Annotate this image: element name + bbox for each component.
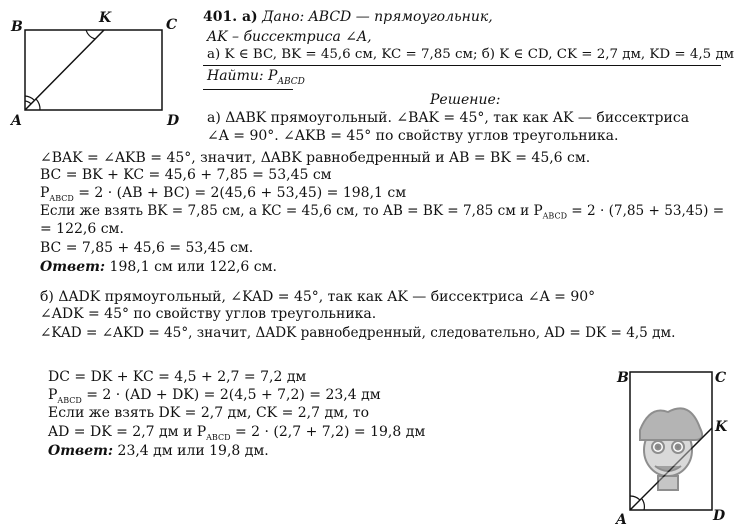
part-a-line-8: BC = 7,85 + 45,6 = 53,45 см.: [40, 240, 254, 256]
perimeter-sub: ABCD: [49, 193, 74, 203]
divider-top: [203, 65, 721, 66]
problem-number: 401. а): [203, 9, 258, 25]
fig1-label-c: C: [166, 17, 178, 33]
given-line-3: а) K ∈ BC, BK = 45,6 см, KC = 7,85 см; б) K ∈ CD, CK = 2,7 дм, KD = 4,5 дм: [207, 47, 735, 62]
answer-label-b: Ответ:: [48, 443, 114, 459]
answer-text-b: 23,4 дм или 19,8 дм.: [113, 443, 269, 459]
fig2-label-c: C: [715, 370, 727, 386]
part-b-line-1: б) ΔADK прямоугольный, ∠KAD = 45°, так как AK — биссектриса ∠A = 90°: [40, 289, 596, 305]
part-b-line-2: ∠ADK = 45° по свойству углов треугольника.: [40, 306, 377, 322]
mascot-stamp-icon: [640, 408, 702, 490]
perimeter-sub-b: ABCD: [57, 395, 82, 405]
answer-label-a: Ответ:: [40, 259, 106, 275]
fig1-label-a: A: [11, 113, 22, 129]
fig2-label-a: A: [616, 512, 627, 528]
fig2-label-d: D: [713, 508, 726, 524]
fig2-label-b: B: [617, 370, 629, 386]
fig1-label-b: B: [11, 19, 23, 35]
problem-header: [203, 9, 493, 26]
alt-case-sub: ABCD: [542, 211, 567, 221]
find-text: Найти: P: [207, 68, 278, 84]
perimeter-expr-b: = 2 · (AD + DK) = 2(4,5 + 7,2) = 23,4 дм: [81, 387, 381, 403]
part-a-line-7: = 122,6 см.: [40, 221, 124, 237]
part-a-line-1: а) ΔABK прямоугольный. ∠BAK = 45°, так как AK — биссектриса: [207, 110, 690, 126]
part-b-line-4: DC = DK + KC = 4,5 + 2,7 = 7,2 дм: [48, 369, 307, 385]
fig1-label-d: D: [167, 113, 180, 129]
perimeter-symbol: P: [40, 185, 50, 201]
fig1-label-k: K: [99, 10, 112, 26]
fig2-label-k: K: [715, 419, 728, 435]
alt-case-expr-b: = 2 · (2,7 + 7,2) = 19,8 дм: [230, 424, 426, 440]
part-b-answer: [48, 443, 269, 460]
part-a-answer: [40, 259, 277, 276]
part-a-line-4: BC = BK + KC = 45,6 + 7,85 = 53,45 см: [40, 167, 332, 183]
given-text: Дано: ABCD — прямоугольник,: [262, 9, 493, 25]
answer-text-a: 198,1 см или 122,6 см.: [105, 259, 277, 275]
alt-case-text-b: AD = DK = 2,7 дм и P: [48, 424, 207, 440]
given-line-2: AK – биссектриса ∠A,: [207, 29, 372, 45]
part-a-line-6: [40, 203, 724, 225]
part-a-line-2: ∠A = 90°. ∠AKB = 45° по свойству углов треугольника.: [207, 128, 619, 144]
alt-case-expr: = 2 · (7,85 + 53,45) =: [566, 203, 725, 219]
find-line: [207, 68, 305, 91]
part-a-line-3: ∠BAK = ∠AKB = 45°, значит, ΔABK равнобедренный и AB = BK = 45,6 см.: [40, 150, 591, 166]
part-b-line-3: ∠KAD = ∠AKD = 45°, значит, ΔADK равнобедренный, следовательно, AD = DK = 4,5 дм.: [40, 325, 676, 341]
alt-case-sub-b: ABCD: [206, 432, 231, 442]
solution-title: Решение:: [430, 92, 501, 108]
perimeter-symbol-b: P: [48, 387, 58, 403]
divider-find: [203, 89, 293, 90]
perimeter-expr: = 2 · (AB + BC) = 2(45,6 + 53,45) = 198,1 см: [73, 185, 407, 201]
find-sub: ABCD: [277, 76, 305, 87]
alt-case-text: Если же взять BK = 7,85 см, а KC = 45,6 см, то AB = BK = 7,85 см и P: [40, 203, 543, 219]
part-b-line-6: Если же взять DK = 2,7 дм, CK = 2,7 дм, то: [48, 405, 370, 421]
